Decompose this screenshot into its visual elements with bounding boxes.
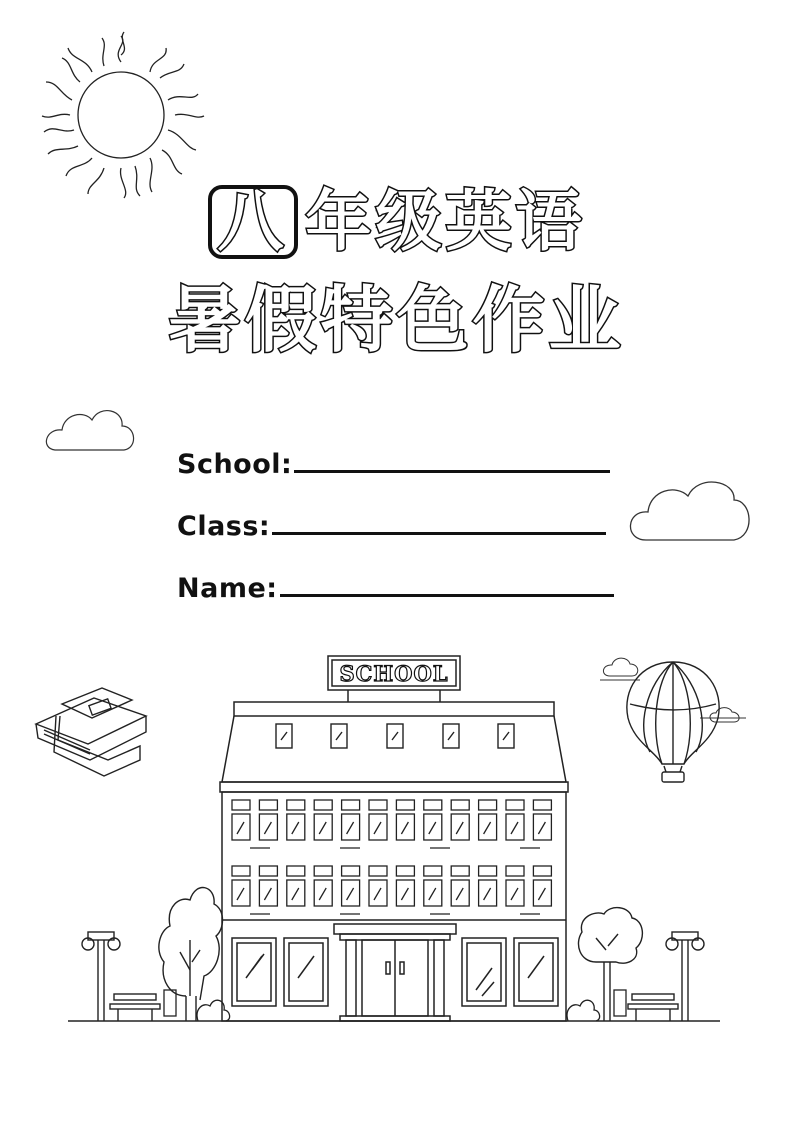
school-sign-text: SCHOOL — [339, 661, 449, 686]
window-transom — [451, 800, 469, 810]
window-transom — [451, 866, 469, 876]
window-glint — [401, 822, 408, 834]
school-building — [220, 656, 568, 1021]
window-glint — [319, 822, 326, 834]
books-icon — [36, 688, 146, 776]
name-blank-line[interactable] — [280, 570, 614, 597]
street-lamp-icon — [82, 932, 120, 1021]
window-glint — [511, 822, 518, 834]
cloud-icon — [46, 411, 133, 450]
school-entrance — [232, 924, 558, 1021]
trash-bin-icon — [614, 990, 626, 1016]
window-transom — [533, 866, 551, 876]
title-line-1 — [0, 168, 793, 263]
name-label: Name: — [177, 573, 278, 604]
window-glint — [538, 822, 545, 834]
bench-icon — [628, 994, 678, 1021]
window-grid — [232, 800, 551, 914]
trash-bin-icon — [164, 990, 176, 1016]
bush-icon — [567, 1000, 600, 1021]
window-glint — [401, 888, 408, 900]
window-transom — [232, 800, 250, 810]
cloud-icon — [603, 658, 637, 676]
window-transom — [342, 866, 360, 876]
window-glint — [374, 888, 381, 900]
window-glint — [484, 888, 491, 900]
class-label: Class: — [177, 511, 271, 542]
cloud-icon — [710, 708, 739, 722]
window-glint — [456, 888, 463, 900]
title-line-2: 暑假特色作业 — [168, 278, 625, 362]
bush-icon — [197, 1000, 230, 1021]
school-field[interactable] — [177, 446, 610, 480]
window-glint — [429, 888, 436, 900]
window-glint — [264, 822, 271, 834]
cloud-icon — [630, 482, 749, 540]
window-transom — [424, 866, 442, 876]
window-transom — [533, 800, 551, 810]
window-glint — [292, 822, 299, 834]
window-transom — [369, 800, 387, 810]
window-transom — [396, 866, 414, 876]
window-transom — [314, 800, 332, 810]
window-glint — [237, 888, 244, 900]
window-transom — [396, 800, 414, 810]
window-transom — [479, 800, 497, 810]
window-glint — [319, 888, 326, 900]
class-blank-line[interactable] — [272, 508, 606, 535]
school-label: School: — [177, 449, 293, 480]
window-glint — [484, 822, 491, 834]
window-transom — [342, 800, 360, 810]
window-glint — [374, 822, 381, 834]
roof-windows — [276, 724, 514, 748]
window-glint — [456, 822, 463, 834]
window-glint — [237, 822, 244, 834]
window-glint — [264, 888, 271, 900]
class-field[interactable] — [177, 508, 606, 542]
window-transom — [232, 866, 250, 876]
school-blank-line[interactable] — [294, 446, 610, 473]
window-transom — [479, 866, 497, 876]
street-lamp-icon — [666, 932, 704, 1021]
hot-air-balloon-icon — [627, 662, 719, 782]
window-transom — [369, 866, 387, 876]
window-transom — [506, 866, 524, 876]
window-transom — [314, 866, 332, 876]
title-grade-text: 年级英语 — [305, 183, 586, 260]
window-glint — [511, 888, 518, 900]
name-field[interactable] — [177, 570, 614, 604]
window-glint — [292, 888, 299, 900]
window-transom — [287, 800, 305, 810]
bench-icon — [110, 994, 160, 1021]
window-transom — [506, 800, 524, 810]
window-glint — [347, 822, 354, 834]
window-glint — [347, 888, 354, 900]
window-transom — [287, 866, 305, 876]
window-glint — [429, 822, 436, 834]
window-transom — [259, 866, 277, 876]
window-transom — [259, 800, 277, 810]
window-transom — [424, 800, 442, 810]
window-glint — [538, 888, 545, 900]
grade-badge: 八 — [208, 185, 298, 259]
